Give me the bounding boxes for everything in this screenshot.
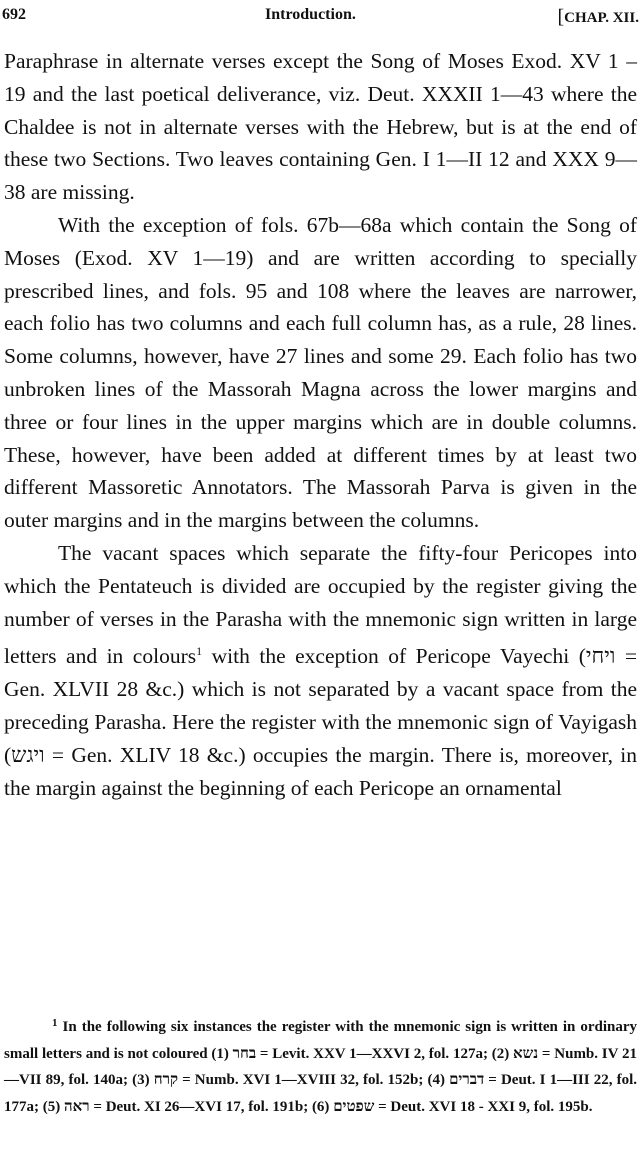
paragraph-2: With the exception of fols. 67b—68a which contain the Song of Moses (Exod. XV 1—19) and are written according to specially prescribed lines, and fols. 95 and 108 where the leaves are narrower, each folio has two columns and each full column has, as a rule, 28 lines. Some columns, however, have 27 lines and some 29. Each folio has two unbroken lines of the Massorah Magna across the lower margins and three or four lines in the upper margins which are in double columns. These, however, have been added at different times by at least two different Massoretic Annotators. The Massorah Parva is given in the outer margins and in the margins between the columns. [4,212,637,533]
paragraph-1: Paraphrase in alternate verses except the Song of Moses Exod. XV 1 – 19 and the last poetical deliverance, viz. Deut. XXXII 1—43 where the Chaldee is not in alternate verses with the Hebrew, but is at the end of these two Sections. Two leaves containing Gen. I 1—II 12 and XXX 9—38 are missing. [4,49,637,205]
footnote-1 [4,1010,637,1120]
body-text [4,45,637,804]
footnotes [4,1010,637,1120]
open-bracket: [ [557,6,565,28]
footnote-text: In the following six instances the register with the mnemonic sign is written in ordinary small letters and is not coloured (1) בחר = Levit. XXV 1—XXVI 2, fol. 127a; (2) נשא = Numb. IV 21—VII 89, fol. 140a; (3) קרח = Numb. XVI 1—XVIII 32, fol. 152b; (4) דברים = Deut. I 1—III 22, fol. 177a; (5) ראה = Deut. XI 26—XVI 17, fol. 191b; (6) שפטים = Deut. XVI 18 - XXI 9, fol. 195b. [4,1019,638,1115]
footnote-reference[interactable]: 1 [196,644,203,659]
running-title: Introduction. [265,6,356,23]
running-head [0,6,643,32]
paragraph-3 [4,537,637,804]
paragraph-3-part-1: The vacant spaces which separate the fifty-four Pericopes into which the Pentateuch is divided are occupied by the register giving the number of verses in the Parasha with the mnemonic sign written in large letters and in colours [4,540,637,669]
paragraph-3-part-2: with the exception of Pericope Vayechi (ויחי = Gen. XLVII 28 &c.) which is not separated by a vacant space from the preceding Parasha. Here the register with the mnemonic sign of Vayigash (ויגש = Gen. XLIV 18 &c.) occupies the margin. There is, moreover, in the margin against the beginning of each Pericope an ornamental [4,644,638,800]
footnote-mark: 1 [52,1017,58,1029]
chapter-reference [557,6,639,29]
chapter-label: CHAP. XII. [564,10,639,26]
page-number: 692 [2,6,26,23]
